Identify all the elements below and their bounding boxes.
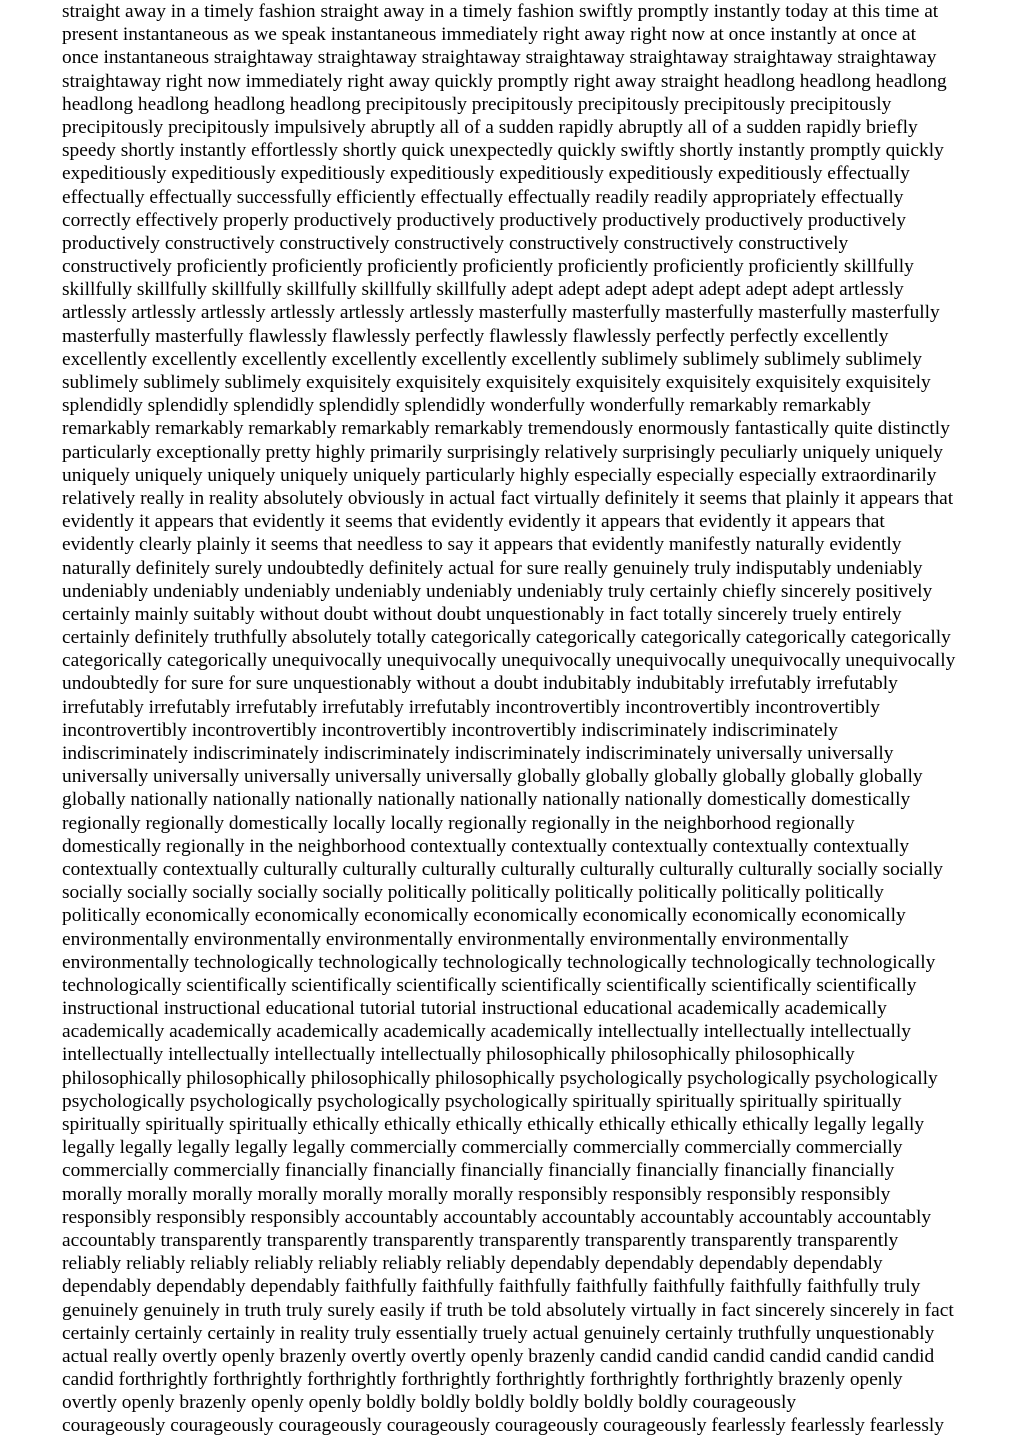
text-line-9: effectually effectually successfully efficiently effectually effectually readily readily appropriately effectually [62,186,904,208]
text-line-21: uniquely uniquely uniquely uniquely uniquely particularly highly especially especially especially extraordinarily [62,464,937,486]
text-line-8: expeditiously expeditiously expeditiously expeditiously expeditiously expeditiously expeditiously effectually [62,163,910,185]
text-line-7: speedy shortly instantly effortlessly shortly quick unexpectedly quickly swiftly shortly instantly promptly quickly [62,140,944,162]
text-line-57: genuinely genuinely in truth truly surely easily if truth be told absolutely virtually in fact sincerely sincerely in fact [62,1299,954,1321]
text-line-45: academically academically academically academically academically intellectually intellectually intellectually [62,1021,911,1043]
text-line-4: straightaway right now immediately right away quickly promptly right away straight headlong headlong headlong [62,70,947,92]
text-line-2: present instantaneous as we speak instantaneous immediately right away right now at once instantly at once at [62,24,917,46]
text-line-3: once instantaneous straightaway straightaway straightaway straightaway straightaway straightaway straightaway [62,47,937,69]
text-line-44: instructional instructional educational tutorial tutorial instructional educational academically academically [62,998,887,1020]
text-line-53: responsibly responsibly responsibly accountably accountably accountably accountably accountably accountably [62,1206,932,1228]
text-line-46: intellectually intellectually intellectually intellectually philosophically philosophically philosophically [62,1044,855,1066]
text-line-6: precipitously precipitously impulsively abruptly all of a sudden rapidly abruptly all of a sudden rapidly briefly [62,116,918,138]
text-line-54: accountably transparently transparently transparently transparently transparently transparently transparently [62,1229,899,1251]
text-line-24: evidently clearly plainly it seems that needless to say it appears that evidently manifestly naturally evidently [62,534,902,556]
text-line-37: domestically regionally in the neighborhood contextually contextually contextually contextually contextually [62,835,910,857]
text-line-29: categorically categorically unequivocally unequivocally unequivocally unequivocally unequivocally unequivocally [62,650,956,672]
text-line-56: dependably dependably dependably faithfully faithfully faithfully faithfully faithfully faithfully faithfully truly [62,1276,921,1298]
text-line-36: regionally regionally domestically locally locally regionally regionally in the neighborhood regionally [62,812,855,834]
text-line-13: skillfully skillfully skillfully skillfully skillfully skillfully adept adept adept adept adept adept adept artlessly [62,279,904,301]
text-line-51: commercially commercially financially financially financially financially financially financially financially [62,1160,895,1182]
text-line-11: productively constructively constructively constructively constructively constructively constructively [62,232,849,254]
text-line-59: actual really overtly openly brazenly overtly overtly openly brazenly candid candid candid candid candid candid [62,1345,935,1367]
text-line-49: spiritually spiritually spiritually ethically ethically ethically ethically ethically ethically ethically legally legally [62,1114,925,1135]
text-line-61: overtly openly brazenly openly openly boldly boldly boldly boldly boldly boldly courageously [62,1392,797,1414]
text-line-38: contextually contextually culturally culturally culturally culturally culturally culturally culturally socially socially [62,858,943,880]
text-line-47: philosophically philosophically philosophically philosophically psychologically psychologically psychologically [62,1067,938,1089]
text-line-39: socially socially socially socially socially politically politically politically politically politically politically [62,882,884,904]
document-page [62,0,1017,1438]
text-line-32: incontrovertibly incontrovertibly incontrovertibly incontrovertibly indiscriminately indiscriminately [62,719,838,741]
text-line-12: constructively proficiently proficiently proficiently proficiently proficiently proficiently proficiently skillfully [62,256,914,278]
text-line-27: certainly mainly suitably without doubt without doubt unquestionably in fact totally sincerely truely entirely [62,603,902,625]
text-line-33: indiscriminately indiscriminately indiscriminately indiscriminately indiscriminately universally universally [62,743,894,764]
text-line-1: straight away in a timely fashion straight away in a timely fashion swiftly promptly instantly today at this time at [62,1,939,22]
text-line-41: environmentally environmentally environmentally environmentally environmentally environmentally [62,928,849,950]
text-line-23: evidently it appears that evidently it seems that evidently evidently it appears that evidently it appears that [62,511,885,533]
text-line-42: environmentally technologically technologically technologically technologically technologically technologically [62,951,936,973]
text-line-30: undoubtedly for sure for sure unquestionably without a doubt indubitably indubitably irrefutably irrefutably [62,673,898,695]
text-line-17: sublimely sublimely sublimely exquisitely exquisitely exquisitely exquisitely exquisitely exquisitely exquisitely [62,372,931,393]
text-line-58: certainly certainly certainly in reality truly essentially truely actual genuinely certainly truthfully unquestionably [62,1322,935,1344]
text-line-60: candid forthrightly forthrightly forthrightly forthrightly forthrightly forthrightly forthrightly brazenly openly [62,1369,903,1391]
text-line-18: splendidly splendidly splendidly splendidly splendidly wonderfully wonderfully remarkably remarkably [62,395,871,417]
text-line-15: masterfully masterfully flawlessly flawlessly perfectly flawlessly flawlessly perfectly perfectly excellently [62,325,889,347]
text-line-31: irrefutably irrefutably irrefutably irrefutably irrefutably incontrovertibly incontrovertibly incontrovertibly [62,696,880,718]
text-line-35: globally nationally nationally nationally nationally nationally nationally nationally domestically domestically [62,789,911,811]
text-line-26: undeniably undeniably undeniably undeniably undeniably undeniably truly certainly chiefly sincerely positively [62,580,933,602]
text-line-50: legally legally legally legally legally commercially commercially commercially commercially commercially [62,1137,903,1159]
text-line-52: morally morally morally morally morally morally morally responsibly responsibly responsibly responsibly [62,1183,891,1205]
text-line-19: remarkably remarkably remarkably remarkably remarkably tremendously enormously fantastically quite distinctly [62,418,950,440]
text-line-10: correctly effectively properly productively productively productively productively productively productively [62,209,906,231]
text-line-40: politically economically economically economically economically economically economically economically [62,905,906,927]
text-line-34: universally universally universally universally universally globally globally globally globally globally globally [62,766,923,788]
text-line-55: reliably reliably reliably reliably reliably reliably reliably dependably dependably dependably dependably [62,1253,883,1275]
text-line-16: excellently excellently excellently excellently excellently excellently sublimely sublimely sublimely sublimely [62,348,922,370]
text-line-48: psychologically psychologically psychologically psychologically spiritually spiritually spiritually spiritually [62,1090,902,1112]
text-line-5: headlong headlong headlong headlong precipitously precipitously precipitously precipitously precipitously [62,93,892,115]
text-line-20: particularly exceptionally pretty highly primarily surprisingly relatively surprisingly peculiarly uniquely uniquely [62,441,943,463]
text-line-28: certainly definitely truthfully absolutely totally categorically categorically categorically categorically categorically [62,627,951,649]
text-line-62: courageously courageously courageously courageously courageously courageously fearlessly fearlessly fearlessly [62,1415,944,1437]
text-line-22: relatively really in reality absolutely obviously in actual fact virtually definitely it seems that plainly it appears that [62,487,954,509]
text-line-25: naturally definitely surely undoubtedly definitely actual for sure really genuinely truly indisputably undeniably [62,557,923,579]
text-line-14: artlessly artlessly artlessly artlessly artlessly artlessly masterfully masterfully masterfully masterfully masterfully [62,302,940,324]
text-line-43: technologically scientifically scientifically scientifically scientifically scientifically scientifically scientifically [62,974,917,996]
